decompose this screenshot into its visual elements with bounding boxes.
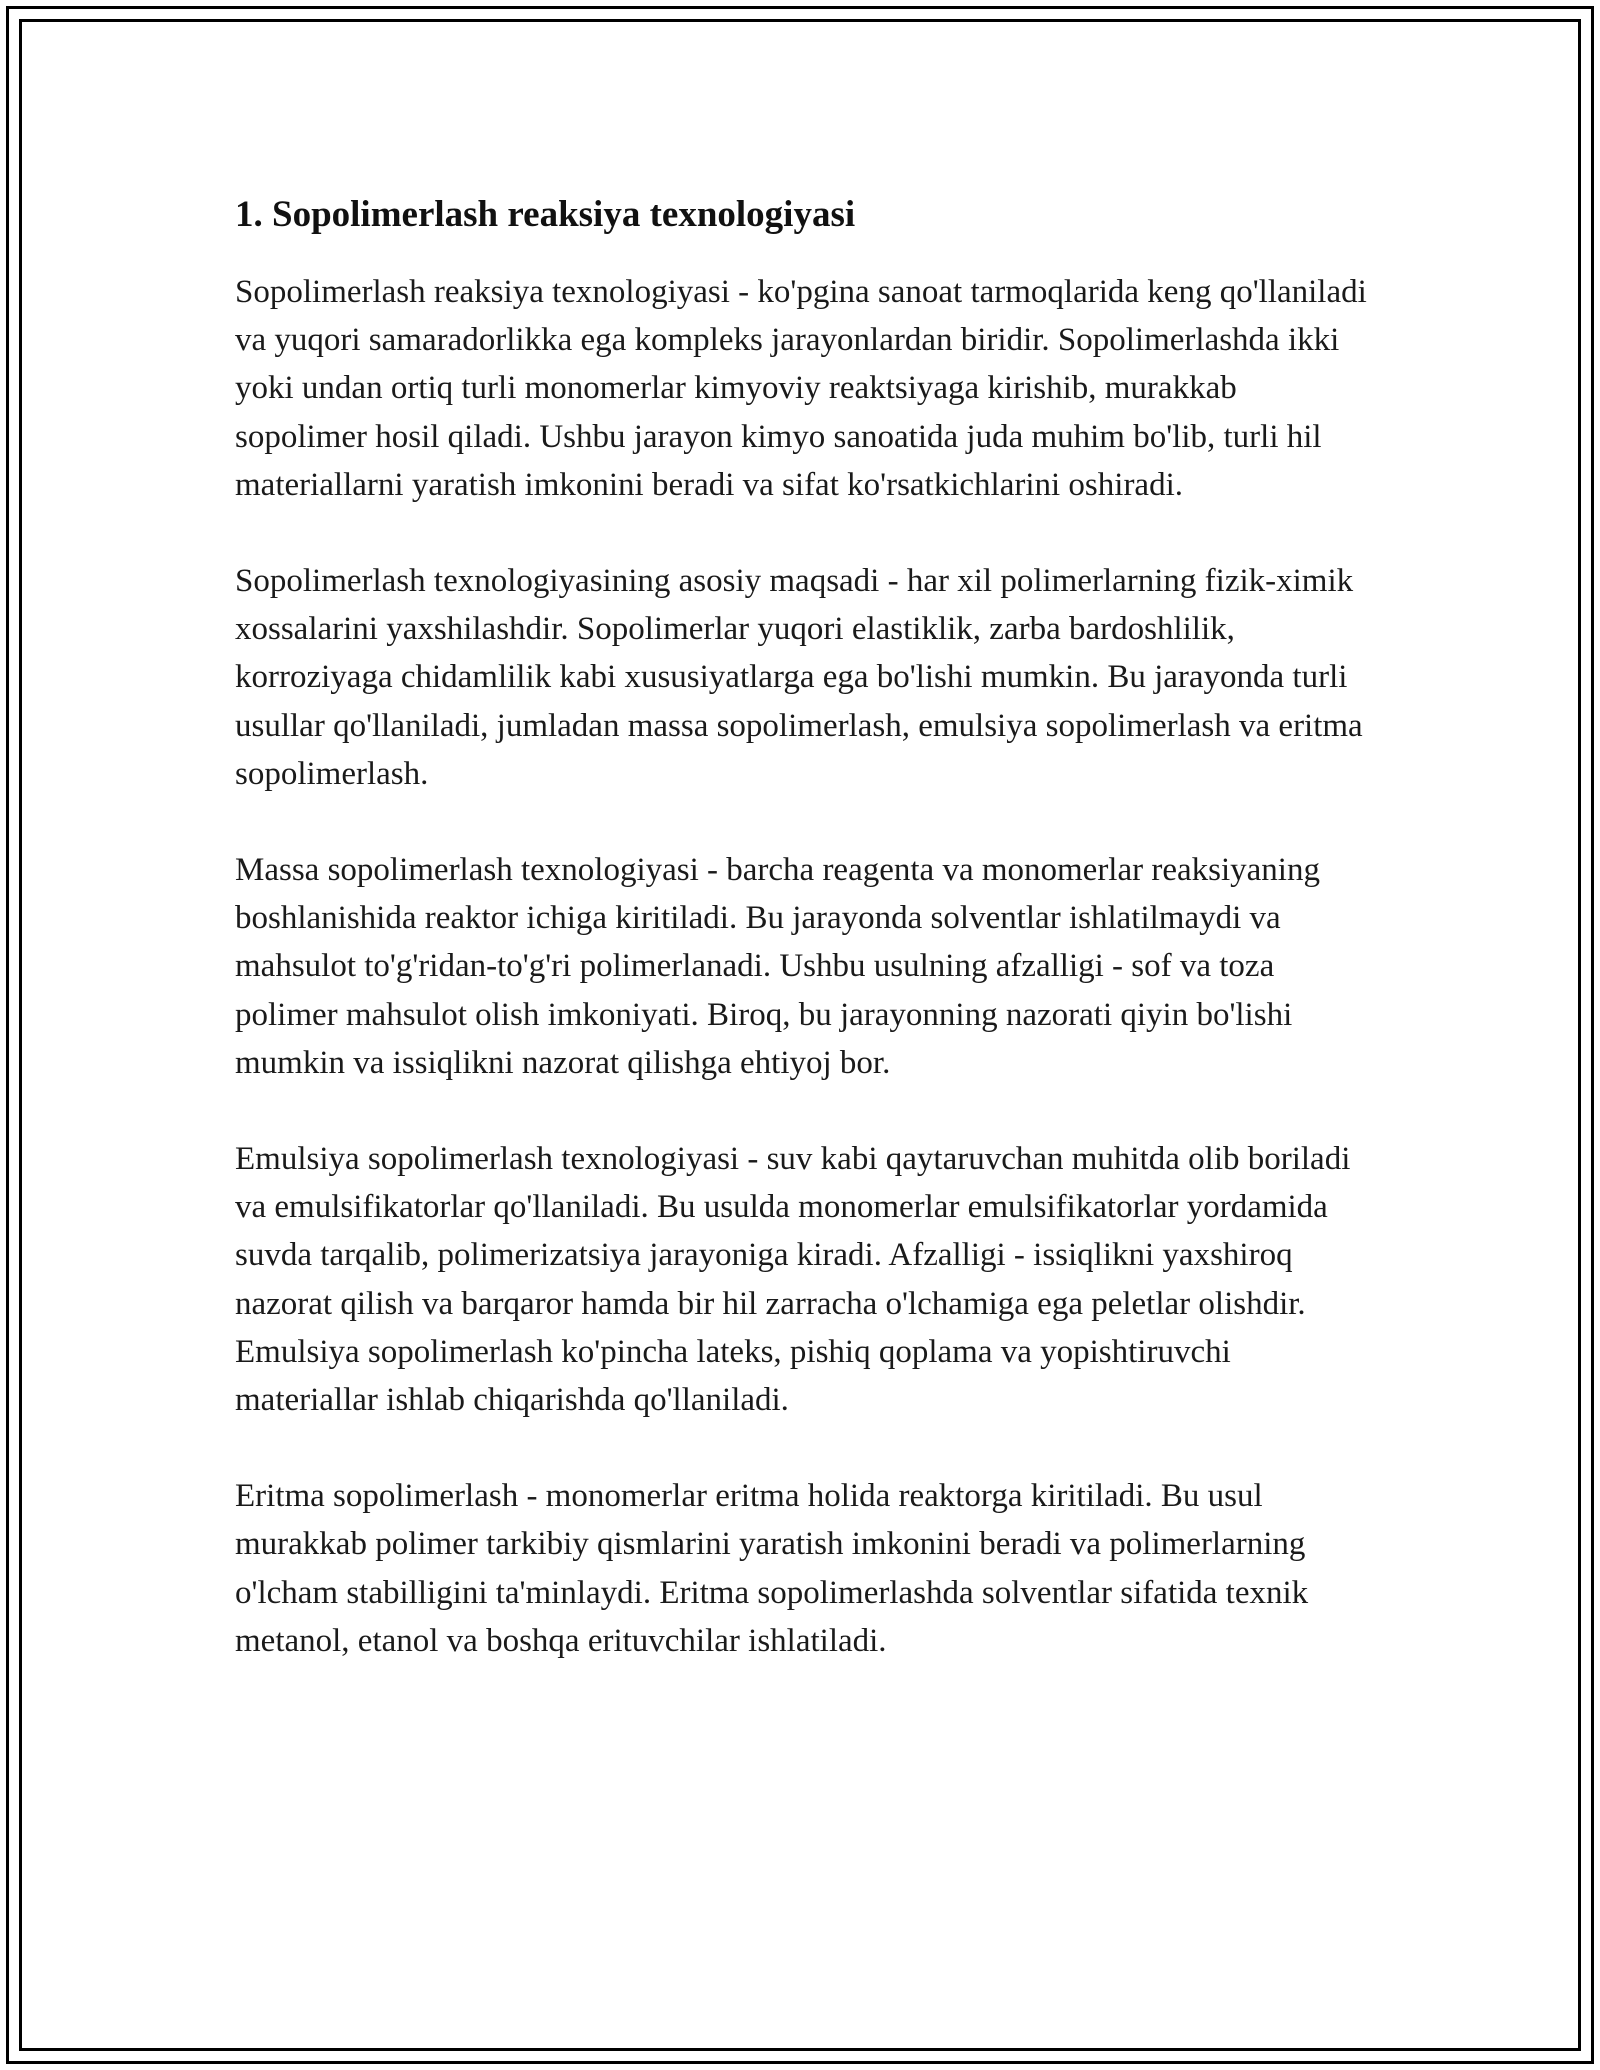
paragraph-emulsion-method: Emulsiya sopolimerlash texnologiyasi - suv kabi qaytaruvchan muhitda olib boriladi va emulsifikatorlar qo'llaniladi. Bu usulda monomerlar emulsifikatorlar yordamida suvda tarqalib, polimerizatsiya jarayoniga kiradi. Afzalligi - issiqlikni yaxshiroq nazorat qilish va barqaror hamda bir hil zarracha o'lchamiga ega peletlar olishdir. Emulsiya sopolimerlash ko'pincha lateks, pishiq qoplama va yopishtiruvchi materiallar ishlab chiqarishda qo'llaniladi. xyxy=(235,1141,1351,1419)
document-body xyxy=(235,188,1375,1713)
paragraph-purpose: Sopolimerlash texnologiyasining asosiy maqsadi - har xil polimerlarning fizik-ximik xossalarini yaxshilashdir. Sopolimerlar yuqori elastiklik, zarba bardoshlilik, korroziyaga chidamlilik kabi xususiyatlarga ega bo'lishi mumkin. Bu jarayonda turli usullar qo'llaniladi, jumladan massa sopolimerlash, emulsiya sopolimerlash va eritma sopolimerlash. xyxy=(235,563,1363,792)
paragraph-bulk-method: Massa sopolimerlash texnologiyasi - barcha reagenta va monomerlar reaksiyaning boshlanishida reaktor ichiga kiritiladi. Bu jarayonda solventlar ishlatilmaydi va mahsulot to'g'ridan-to'g'ri polimerlanadi. Ushbu usulning afzalligi - sof va toza polimer mahsulot olish imkoniyati. Biroq, bu jarayonning nazorati qiyin bo'lishi mumkin va issiqlikni nazorat qilishga ehtiyoj bor. xyxy=(235,852,1320,1081)
page-title: 1. Sopolimerlash reaksiya texnologiyasi xyxy=(235,194,856,235)
paragraph-solution-method: Eritma sopolimerlash - monomerlar eritma holida reaktorga kiritiladi. Bu usul murakkab polimer tarkibiy qismlarini yaratish imkonini beradi va polimerlarning o'lcham stabilligini ta'minlaydi. Eritma sopolimerlashda solventlar sifatida texnik metanol, etanol va boshqa erituvchilar ishlatiladi. xyxy=(235,1478,1309,1659)
paragraph-intro: Sopolimerlash reaksiya texnologiyasi - ko'pgina sanoat tarmoqlarida keng qo'llaniladi va yuqori samaradorlikka ega kompleks jarayonlardan biridir. Sopolimerlashda ikki yoki undan ortiq turli monomerlar kimyoviy reaktsiyaga kirishib, murakkab sopolimer hosil qiladi. Ushbu jarayon kimyo sanoatida juda muhim bo'lib, turli hil materiallarni yaratish imkonini beradi va sifat ko'rsatkichlarini oshiradi. xyxy=(235,274,1367,503)
